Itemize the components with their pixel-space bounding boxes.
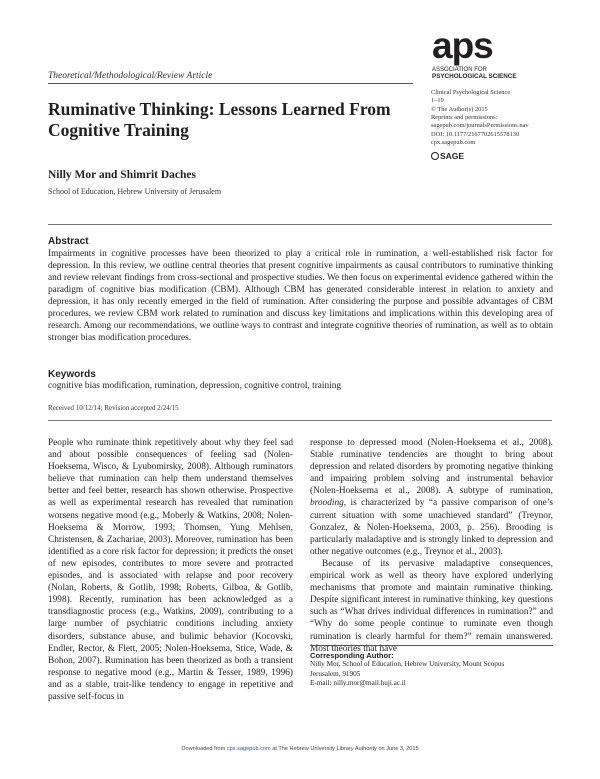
reprints-link[interactable]: sagepub.com/journalsPermissions.nav bbox=[431, 122, 529, 130]
article-title: Ruminative Thinking: Lessons Learned From Cognitive Training bbox=[48, 99, 391, 140]
correspondence-block bbox=[310, 651, 553, 688]
body-column-right bbox=[310, 437, 553, 655]
journal-site-link[interactable]: cpx.sagepub.com bbox=[431, 139, 476, 147]
reprints-label: Reprints and permissions: bbox=[431, 114, 498, 122]
copyright: © The Author(s) 2015 bbox=[431, 105, 488, 113]
correspondence-line: Nilly Mor, School of Education, Hebrew University, Mount Scopus bbox=[310, 660, 505, 669]
doi: DOI: 10.1177/2167702615578130 bbox=[431, 130, 520, 138]
emphasis-term: brooding bbox=[310, 498, 344, 509]
body-column-left bbox=[48, 437, 293, 703]
keywords-heading: Keywords bbox=[48, 369, 96, 380]
abstract-heading: Abstract bbox=[48, 236, 89, 247]
sage-wordmark: SAGE bbox=[440, 151, 465, 161]
logo-tagline bbox=[432, 67, 517, 80]
body-paragraph: People who ruminate think repetitively about why they feel sad and about possible consequences of feeling sad (Nolen-Hoeksema, Wisco, & Lyubomirsky, 2008). Although ruminators believe that rumination can help them understand themselves better and feel better, research has shown otherwise. Prospective as well as experimental research has revealed that rumination worsens negative mood (e.g., Moberly & Watkins, 2008; Nolen-Hoeksema & Morrow, 1993; Thomsen, Yung Mehlsen, Christensen, & Zachariae, 2003). Moreover, rumination has been identified as a core risk factor for depression; it predicts the onset of new episodes, contributes to more severe and protracted episodes, and is associated with relapse and poor recovery (Nolan, Roberts, & Gotlib, 1998; Roberts, Gilboa, & Gotlib, 1998). Recently, rumination has been acknowledged as a transdiagnostic process (e.g., Watkins, 2009), contributing to a large number of psychiatric conditions including anxiety disorders, substance abuse, and bulimic behavior (Kocovski, Endler, Rector, & Flett, 2005; Nolen-Hoeksema, Stice, Wade, & Bohon, 2007). Rumination has been theorized as both a transient response to negative mood (e.g., Martin & Tesser, 1989, 1996) and as a stable, trait-like tendency to engage in repetitive and passive self-focus in bbox=[48, 438, 293, 702]
correspondence-line: Jerusalem, 91905 bbox=[310, 669, 361, 678]
footer-link[interactable]: cpx.sagepub.com bbox=[226, 746, 271, 752]
logo-line-2: PSYCHOLOGICAL SCIENCE bbox=[432, 72, 517, 80]
footer-prefix: Downloaded from bbox=[181, 746, 227, 752]
abstract-text: Impairments in cognitive processes have been theorized to play a critical role in rumination, a well-established risk factor for depression. In this review, we outline central theories that present cognitive impairments as causal contributors to ruminative thinking and review relevant findings from cross-sectional and prospective studies. We then focus on experimental evidence gathered within the paradigm of cognitive bias modification (CBM). Although CBM has generated considerable interest in relation to anxiety and depression, it has only recently emerged in the field of rumination. After considering the purpose and possible advantages of CBM procedures, we review CBM work related to rumination and discuss key limitations and implications within this developing area of research. Among our recommendations, we outline ways to contrast and integrate cognitive theories of rumination, as well as to obtain stronger bias modification procedures. bbox=[48, 249, 553, 343]
header-divider bbox=[48, 83, 413, 84]
correspondence-heading: Corresponding Author: bbox=[310, 651, 394, 660]
download-footer bbox=[0, 746, 600, 752]
sage-logo bbox=[431, 151, 464, 161]
logo-letters: aps bbox=[432, 25, 493, 66]
correspondence-divider bbox=[310, 645, 553, 646]
journal-meta bbox=[431, 89, 581, 147]
article-type: Theoretical/Methodological/Review Article bbox=[48, 71, 213, 81]
author-affiliation: School of Education, Hebrew University of Jerusalem bbox=[48, 187, 222, 196]
body-paragraph: Because of its pervasive maladaptive consequences, empirical work as well as theory have explored underlying mechanisms that promote and maintain ruminative thinking. Despite significant interest in ruminative thinking, key questions such as “What drives individual differences in rumination?” and “Why do some people continue to ruminate even though rumination is clearly harmful for them?” remain unanswered. Most theories that have bbox=[310, 558, 553, 654]
article-authors: Nilly Mor and Shimrit Daches bbox=[48, 169, 197, 181]
journal-name: Clinical Psychological Science bbox=[431, 89, 511, 96]
footer-suffix: at The Hebrew University Library Authority on June 3, 2015 bbox=[270, 746, 419, 752]
abstract-divider bbox=[48, 420, 552, 421]
aps-logo bbox=[432, 26, 560, 78]
sage-mark-icon bbox=[431, 152, 439, 160]
body-text: , is characterized by “a passive comparison of one’s current situation with some unachieved standard” (Treynor, Gonzalez, & Nolen-Hoeksema, 2003, p. 256). Brooding is particularly maladaptive and is strongly linked to depression and other negative outcomes (e.g., Treynor et al., 2003). bbox=[310, 498, 553, 557]
logo-line-1: ASSOCIATION FOR bbox=[432, 67, 487, 73]
received-dates: Received 10/12/14; Revision accepted 2/24/15 bbox=[48, 404, 179, 412]
correspondence-email[interactable]: E-mail: nilly.mor@mail.huji.ac.il bbox=[310, 678, 406, 687]
body-text: response to depressed mood (Nolen-Hoeksema et al., 2008). Stable ruminative tendencies are thought to bring about depression and related disorders by promoting negative thinking and impairing problem solving and instrumental behavior (Nolen-Hoeksema et al., 2008). A subtype of rumination, bbox=[310, 438, 553, 497]
title-divider bbox=[48, 224, 552, 225]
page-range: 1–19 bbox=[431, 97, 444, 105]
keywords-text: cognitive bias modification, rumination, depression, cognitive control, training bbox=[48, 381, 342, 391]
body-paragraph bbox=[310, 437, 553, 558]
